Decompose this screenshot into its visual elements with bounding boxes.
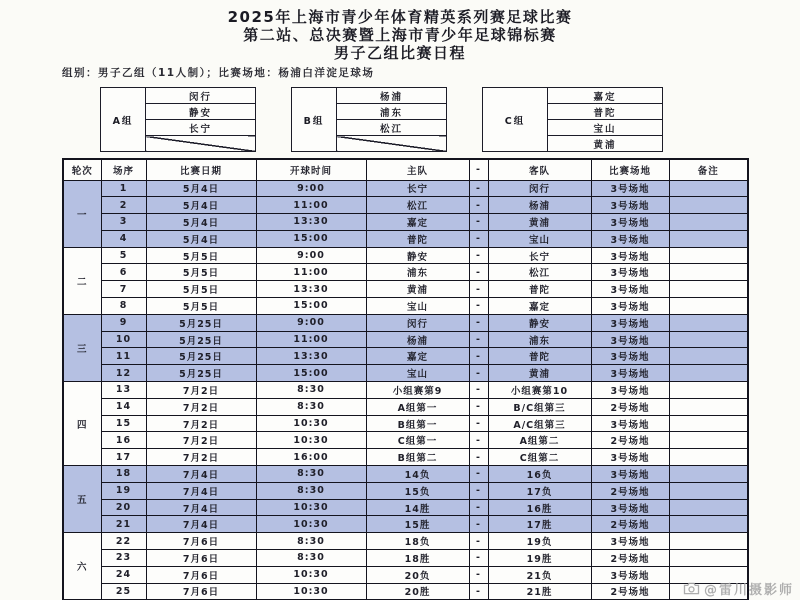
cell-away-team: 19负 — [488, 533, 591, 550]
title-line-1: 2025年上海市青少年体育精英系列赛足球比赛 — [227, 8, 573, 26]
cell-kickoff-time: 15:00 — [256, 230, 366, 247]
match-row — [63, 214, 748, 231]
match-row — [63, 180, 748, 197]
cell-home-team: 15负 — [366, 482, 469, 499]
column-header: 主队 — [366, 159, 469, 180]
cell-venue: 3号场地 — [591, 197, 669, 214]
group-team-name: 长宁 — [146, 120, 256, 136]
group-empty-cell — [337, 136, 447, 152]
cell-note — [669, 583, 748, 600]
cell-match-no: 24 — [101, 566, 146, 583]
cell-note — [669, 449, 748, 466]
cell-venue: 3号场地 — [591, 365, 669, 382]
cell-home-team: B组第一 — [366, 415, 469, 432]
cell-vs-separator: - — [469, 197, 488, 214]
cell-vs-separator: - — [469, 214, 488, 231]
title-line-2: 第二站、总决赛暨上海市青少年足球锦标赛 — [243, 26, 557, 44]
cell-home-team: 15胜 — [366, 516, 469, 533]
cell-match-no: 19 — [101, 482, 146, 499]
round-label: 二 — [63, 247, 101, 314]
schedule-body — [63, 180, 748, 600]
match-row — [63, 566, 748, 583]
cell-note — [669, 566, 748, 583]
cell-note — [669, 516, 748, 533]
cell-note — [669, 550, 748, 567]
cell-home-team: A组第一 — [366, 398, 469, 415]
title-line-3: 男子乙组比赛日程 — [333, 44, 466, 62]
group-team-name: 黄浦 — [548, 136, 663, 152]
cell-away-team: 黄浦 — [488, 365, 591, 382]
cell-date: 7月2日 — [146, 382, 256, 399]
cell-note — [669, 197, 748, 214]
group-table-3 — [482, 87, 663, 152]
round-label: 一 — [63, 180, 101, 247]
cell-date: 7月6日 — [146, 566, 256, 583]
cell-venue: 3号场地 — [591, 331, 669, 348]
cell-kickoff-time: 15:00 — [256, 365, 366, 382]
cell-vs-separator: - — [469, 466, 488, 483]
cell-kickoff-time: 15:00 — [256, 298, 366, 315]
cell-note — [669, 466, 748, 483]
match-row — [63, 466, 748, 483]
cell-match-no: 1 — [101, 180, 146, 197]
cell-kickoff-time: 13:30 — [256, 281, 366, 298]
cell-away-team: A组第二 — [488, 432, 591, 449]
cell-match-no: 9 — [101, 314, 146, 331]
cell-match-no: 22 — [101, 533, 146, 550]
cell-kickoff-time: 16:00 — [256, 449, 366, 466]
cell-vs-separator: - — [469, 533, 488, 550]
cell-away-team: 浦东 — [488, 331, 591, 348]
cell-venue: 3号场地 — [591, 566, 669, 583]
cell-date: 5月4日 — [146, 197, 256, 214]
cell-match-no: 13 — [101, 382, 146, 399]
cell-kickoff-time: 8:30 — [256, 382, 366, 399]
cell-venue: 2号场地 — [591, 398, 669, 415]
cell-venue: 2号场地 — [591, 583, 669, 600]
match-row — [63, 197, 748, 214]
cell-note — [669, 432, 748, 449]
cell-note — [669, 314, 748, 331]
cell-vs-separator: - — [469, 516, 488, 533]
cell-match-no: 16 — [101, 432, 146, 449]
document-title-block — [0, 0, 800, 62]
group-table-row — [292, 88, 447, 104]
column-header: 备注 — [669, 159, 748, 180]
column-header: 开球时间 — [256, 159, 366, 180]
match-row — [63, 449, 748, 466]
match-row — [63, 230, 748, 247]
cell-kickoff-time: 8:30 — [256, 533, 366, 550]
cell-vs-separator: - — [469, 398, 488, 415]
cell-date: 5月25日 — [146, 348, 256, 365]
column-header: 比赛场地 — [591, 159, 669, 180]
cell-away-team: B/C组第三 — [488, 398, 591, 415]
cell-home-team: 闵行 — [366, 314, 469, 331]
cell-date: 5月4日 — [146, 230, 256, 247]
group-label: C组 — [483, 88, 548, 152]
cell-home-team: 小组赛第9 — [366, 382, 469, 399]
column-header: 客队 — [488, 159, 591, 180]
match-row — [63, 415, 748, 432]
cell-home-team: 20负 — [366, 566, 469, 583]
group-and-venue-info: 组别：男子乙组（11人制）；比赛场地：杨浦白洋淀足球场 — [62, 67, 375, 79]
cell-note — [669, 281, 748, 298]
cell-away-team: 17负 — [488, 482, 591, 499]
match-row — [63, 533, 748, 550]
cell-kickoff-time: 11:00 — [256, 264, 366, 281]
cell-date: 7月6日 — [146, 550, 256, 567]
cell-match-no: 18 — [101, 466, 146, 483]
cell-home-team: 18负 — [366, 533, 469, 550]
cell-note — [669, 331, 748, 348]
cell-date: 5月4日 — [146, 180, 256, 197]
cell-kickoff-time: 11:00 — [256, 331, 366, 348]
cell-home-team: 松江 — [366, 197, 469, 214]
cell-venue: 2号场地 — [591, 516, 669, 533]
cell-note — [669, 264, 748, 281]
cell-match-no: 6 — [101, 264, 146, 281]
cell-kickoff-time: 13:30 — [256, 214, 366, 231]
cell-match-no: 12 — [101, 365, 146, 382]
match-row — [63, 432, 748, 449]
cell-kickoff-time: 10:30 — [256, 583, 366, 600]
schedule-header-row — [63, 159, 748, 180]
cell-match-no: 15 — [101, 415, 146, 432]
group-team-name: 浦东 — [337, 104, 447, 120]
cell-vs-separator: - — [469, 180, 488, 197]
cell-note — [669, 382, 748, 399]
cell-away-team: 普陀 — [488, 348, 591, 365]
cell-date: 5月5日 — [146, 264, 256, 281]
cell-date: 5月4日 — [146, 214, 256, 231]
cell-away-team: 嘉定 — [488, 298, 591, 315]
cell-note — [669, 180, 748, 197]
cell-date: 5月25日 — [146, 365, 256, 382]
cell-match-no: 7 — [101, 281, 146, 298]
cell-venue: 3号场地 — [591, 499, 669, 516]
match-row — [63, 264, 748, 281]
group-table-2 — [291, 87, 447, 152]
match-row — [63, 247, 748, 264]
cell-vs-separator: - — [469, 415, 488, 432]
cell-away-team: 小组赛第10 — [488, 382, 591, 399]
match-row — [63, 398, 748, 415]
schedule-table — [62, 158, 749, 600]
cell-vs-separator: - — [469, 331, 488, 348]
group-team-name: 杨浦 — [337, 88, 447, 104]
round-label: 五 — [63, 466, 101, 533]
cell-vs-separator: - — [469, 264, 488, 281]
match-row — [63, 382, 748, 399]
cell-away-team: 黄浦 — [488, 214, 591, 231]
group-tables-container — [100, 87, 800, 152]
column-header: 比赛日期 — [146, 159, 256, 180]
cell-kickoff-time: 10:30 — [256, 566, 366, 583]
cell-away-team: 静安 — [488, 314, 591, 331]
cell-kickoff-time: 8:30 — [256, 482, 366, 499]
cell-home-team: C组第一 — [366, 432, 469, 449]
cell-venue: 3号场地 — [591, 382, 669, 399]
cell-match-no: 10 — [101, 331, 146, 348]
cell-note — [669, 365, 748, 382]
cell-venue: 2号场地 — [591, 550, 669, 567]
cell-date: 5月5日 — [146, 298, 256, 315]
cell-venue: 2号场地 — [591, 482, 669, 499]
cell-kickoff-time: 8:30 — [256, 398, 366, 415]
cell-venue: 3号场地 — [591, 314, 669, 331]
cell-venue: 3号场地 — [591, 264, 669, 281]
cell-vs-separator: - — [469, 583, 488, 600]
match-row — [63, 516, 748, 533]
cell-vs-separator: - — [469, 382, 488, 399]
cell-away-team: C组第二 — [488, 449, 591, 466]
cell-away-team: 16胜 — [488, 499, 591, 516]
cell-away-team: 21负 — [488, 566, 591, 583]
cell-kickoff-time: 10:30 — [256, 415, 366, 432]
cell-venue: 3号场地 — [591, 348, 669, 365]
match-row — [63, 499, 748, 516]
cell-note — [669, 348, 748, 365]
cell-home-team: 18胜 — [366, 550, 469, 567]
cell-match-no: 5 — [101, 247, 146, 264]
match-row — [63, 314, 748, 331]
cell-vs-separator: - — [469, 281, 488, 298]
cell-home-team: 静安 — [366, 247, 469, 264]
cell-note — [669, 247, 748, 264]
cell-venue: 3号场地 — [591, 180, 669, 197]
cell-match-no: 11 — [101, 348, 146, 365]
cell-vs-separator: - — [469, 298, 488, 315]
cell-date: 7月2日 — [146, 415, 256, 432]
cell-away-team: 松江 — [488, 264, 591, 281]
cell-date: 7月4日 — [146, 466, 256, 483]
cell-match-no: 20 — [101, 499, 146, 516]
cell-kickoff-time: 9:00 — [256, 180, 366, 197]
cell-match-no: 14 — [101, 398, 146, 415]
cell-match-no: 23 — [101, 550, 146, 567]
cell-home-team: 宝山 — [366, 365, 469, 382]
cell-home-team: 普陀 — [366, 230, 469, 247]
cell-away-team: 闵行 — [488, 180, 591, 197]
match-row — [63, 365, 748, 382]
cell-note — [669, 298, 748, 315]
group-empty-cell — [146, 136, 256, 152]
cell-home-team: B组第二 — [366, 449, 469, 466]
cell-venue: 3号场地 — [591, 415, 669, 432]
cell-venue: 3号场地 — [591, 533, 669, 550]
cell-home-team: 杨浦 — [366, 331, 469, 348]
cell-venue: 3号场地 — [591, 298, 669, 315]
cell-vs-separator: - — [469, 432, 488, 449]
cell-away-team: 普陀 — [488, 281, 591, 298]
cell-away-team: 16负 — [488, 466, 591, 483]
cell-note — [669, 398, 748, 415]
cell-date: 7月2日 — [146, 398, 256, 415]
cell-home-team: 20胜 — [366, 583, 469, 600]
cell-away-team: 17胜 — [488, 516, 591, 533]
cell-note — [669, 230, 748, 247]
group-team-name: 松江 — [337, 120, 447, 136]
cell-date: 5月25日 — [146, 331, 256, 348]
watermark-text: @雷川摄影师 — [703, 583, 794, 598]
cell-home-team: 14负 — [366, 466, 469, 483]
cell-note — [669, 482, 748, 499]
cell-match-no: 8 — [101, 298, 146, 315]
cell-match-no: 3 — [101, 214, 146, 231]
cell-venue: 2号场地 — [591, 432, 669, 449]
round-label: 六 — [63, 533, 101, 600]
cell-date: 7月4日 — [146, 482, 256, 499]
cell-vs-separator: - — [469, 566, 488, 583]
cell-date: 5月5日 — [146, 281, 256, 298]
cell-date: 7月4日 — [146, 499, 256, 516]
cell-kickoff-time: 8:30 — [256, 466, 366, 483]
cell-vs-separator: - — [469, 550, 488, 567]
cell-venue: 3号场地 — [591, 281, 669, 298]
cell-venue: 3号场地 — [591, 230, 669, 247]
column-header: 轮次 — [63, 159, 101, 180]
cell-note — [669, 415, 748, 432]
cell-note — [669, 499, 748, 516]
cell-match-no: 2 — [101, 197, 146, 214]
cell-home-team: 14胜 — [366, 499, 469, 516]
cell-vs-separator: - — [469, 482, 488, 499]
cell-kickoff-time: 9:00 — [256, 314, 366, 331]
round-label: 三 — [63, 314, 101, 381]
cell-home-team: 嘉定 — [366, 348, 469, 365]
cell-kickoff-time: 11:00 — [256, 197, 366, 214]
group-team-name: 闵行 — [146, 88, 256, 104]
cell-away-team: 长宁 — [488, 247, 591, 264]
cell-kickoff-time: 13:30 — [256, 348, 366, 365]
cell-home-team: 嘉定 — [366, 214, 469, 231]
column-header: 场序 — [101, 159, 146, 180]
cell-vs-separator: - — [469, 449, 488, 466]
group-table-row — [101, 88, 256, 104]
cell-kickoff-time: 10:30 — [256, 516, 366, 533]
group-team-name: 普陀 — [548, 104, 663, 120]
cell-venue: 3号场地 — [591, 247, 669, 264]
cell-match-no: 4 — [101, 230, 146, 247]
group-team-name: 嘉定 — [548, 88, 663, 104]
column-header: - — [469, 159, 488, 180]
cell-vs-separator: - — [469, 247, 488, 264]
match-row — [63, 550, 748, 567]
match-row — [63, 281, 748, 298]
cell-away-team: 杨浦 — [488, 197, 591, 214]
cell-match-no: 17 — [101, 449, 146, 466]
cell-date: 7月2日 — [146, 449, 256, 466]
cell-away-team: A/C组第三 — [488, 415, 591, 432]
cell-vs-separator: - — [469, 348, 488, 365]
cell-home-team: 长宁 — [366, 180, 469, 197]
cell-match-no: 21 — [101, 516, 146, 533]
cell-kickoff-time: 10:30 — [256, 499, 366, 516]
cell-kickoff-time: 9:00 — [256, 247, 366, 264]
group-table-row — [483, 88, 663, 104]
cell-venue: 3号场地 — [591, 449, 669, 466]
cell-home-team: 浦东 — [366, 264, 469, 281]
cell-date: 5月25日 — [146, 314, 256, 331]
cell-note — [669, 214, 748, 231]
cell-date: 7月2日 — [146, 432, 256, 449]
cell-vs-separator: - — [469, 365, 488, 382]
cell-note — [669, 533, 748, 550]
cell-away-team: 21胜 — [488, 583, 591, 600]
cell-vs-separator: - — [469, 499, 488, 516]
match-row — [63, 298, 748, 315]
match-row — [63, 482, 748, 499]
cell-home-team: 黄浦 — [366, 281, 469, 298]
round-label: 四 — [63, 382, 101, 466]
cell-kickoff-time: 10:30 — [256, 432, 366, 449]
cell-vs-separator: - — [469, 314, 488, 331]
cell-kickoff-time: 8:30 — [256, 550, 366, 567]
cell-away-team: 宝山 — [488, 230, 591, 247]
cell-date: 5月5日 — [146, 247, 256, 264]
cell-date: 7月6日 — [146, 533, 256, 550]
group-label: A组 — [101, 88, 146, 152]
cell-venue: 3号场地 — [591, 214, 669, 231]
group-team-name: 宝山 — [548, 120, 663, 136]
match-row — [63, 583, 748, 600]
cell-vs-separator: - — [469, 230, 488, 247]
group-table-1 — [100, 87, 256, 152]
cell-date: 7月6日 — [146, 583, 256, 600]
cell-away-team: 19胜 — [488, 550, 591, 567]
cell-home-team: 宝山 — [366, 298, 469, 315]
cell-venue: 3号场地 — [591, 466, 669, 483]
match-row — [63, 348, 748, 365]
match-row — [63, 331, 748, 348]
group-team-name: 静安 — [146, 104, 256, 120]
cell-date: 7月4日 — [146, 516, 256, 533]
group-label: B组 — [292, 88, 337, 152]
cell-match-no: 25 — [101, 583, 146, 600]
